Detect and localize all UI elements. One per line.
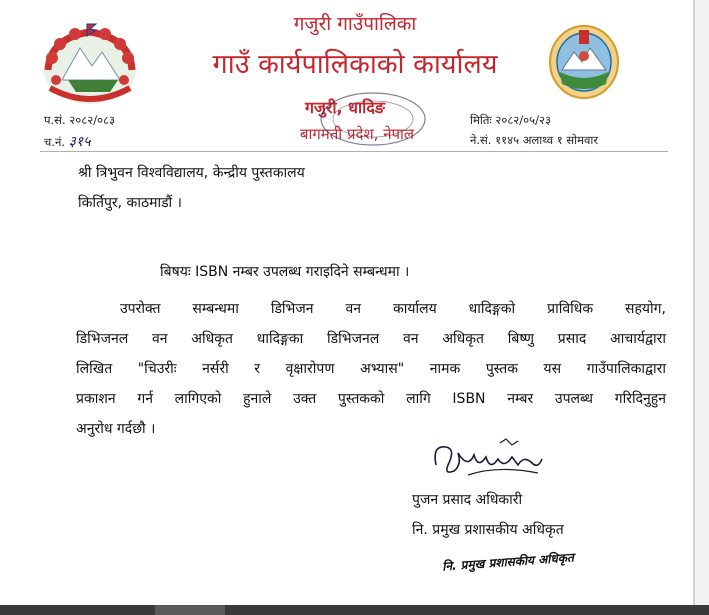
nepal-emblem-icon	[30, 18, 150, 113]
nepal-sambat-date: ने.सं. ११४५ अलाथ्व १ सोमवार	[470, 133, 599, 147]
scrollbar-thumb[interactable]	[155, 605, 225, 615]
signatory-title: नि. प्रमुख प्रशासकीय अधिकृत	[412, 522, 564, 538]
viewer-margin	[695, 0, 709, 605]
recipient-line-2: किर्तिपुर, काठमाडौं ।	[78, 195, 182, 211]
fiscal-year: प.सं. २०८२/०८३	[44, 113, 116, 127]
body-line: अनुरोध गर्दछौ ।	[76, 421, 156, 437]
office-stamp-icon	[318, 90, 428, 148]
signatory-stamp: नि. प्रमुख प्रशासकीय अधिकृत	[441, 550, 575, 574]
body-line: प्रकाशन गर्न लागिएको हुनाले उक्त पुस्तकको लागि ISBN नम्बर उपलब्ध गरिदिनुहुन	[76, 391, 666, 407]
header-divider	[40, 151, 668, 152]
office-name: गाउँ कार्यपालिकाको कार्यालय	[212, 49, 498, 80]
municipality-name: गजुरी गाउँपालिका	[293, 13, 417, 35]
letter-body	[76, 294, 666, 444]
handwritten-signature-icon	[428, 435, 548, 483]
letter-subject: बिषयः ISBN नम्बर उपलब्ध गराइदिने सम्बन्धमा ।	[160, 264, 410, 280]
letter-date: मितिः २०८२/०५/२३	[470, 113, 551, 127]
dispatch-number-label: च.नं.	[44, 135, 65, 149]
viewer-bottom-bar	[0, 605, 709, 615]
body-line: डिभिजनल वन अधिकृत धादिङ्गका डिभिजनल वन अधिकृत बिष्णु प्रसाद आचार्यद्वारा	[76, 331, 666, 347]
signatory-name: पुजन प्रसाद अधिकारी	[412, 492, 523, 508]
province-name: बागमती प्रदेश, नेपाल	[299, 125, 415, 143]
office-location: गजुरी, धादिङ	[304, 98, 386, 117]
body-line: उपरोक्त सम्बन्धमा डिभिजन वन कार्यालय धादिङ्गको प्राविधिक सहयोग,	[120, 301, 666, 317]
dispatch-number-line	[44, 132, 91, 151]
municipality-seal-icon	[548, 22, 620, 100]
recipient-line-1: श्री त्रिभुवन विश्वविद्यालय, केन्द्रीय पुस्तकालय	[78, 165, 305, 181]
body-line: लिखित "चिउरीः नर्सरी र वृक्षारोपण अभ्यास" नामक पुस्तक यस गाउँपालिकाद्वारा	[76, 361, 666, 377]
dispatch-number: ३१५	[68, 134, 91, 150]
